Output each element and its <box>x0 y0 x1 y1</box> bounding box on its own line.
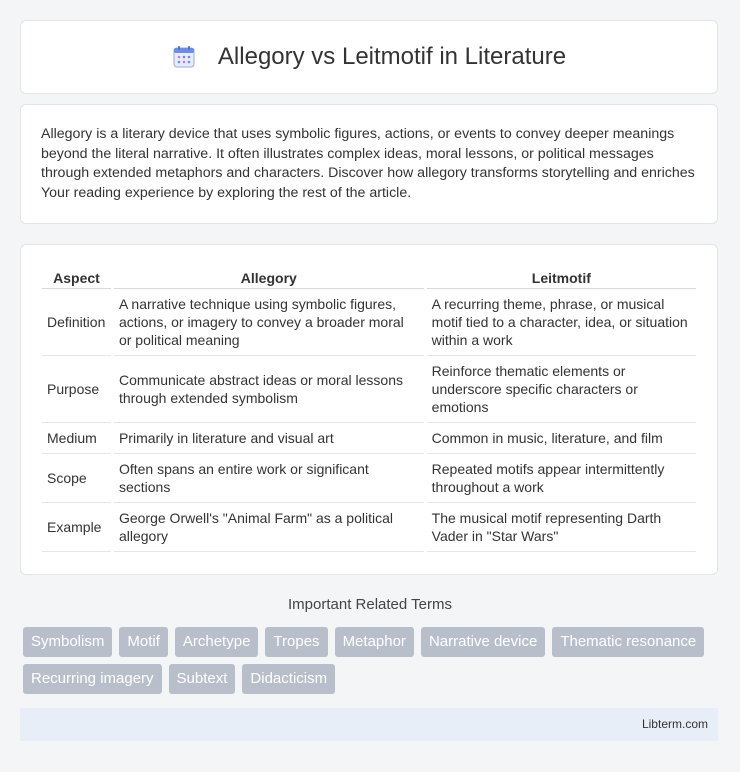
header-card <box>20 20 718 94</box>
table-row <box>42 356 696 423</box>
table-header-row <box>42 265 696 289</box>
comparison-table <box>39 265 699 552</box>
row-aspect: Purpose <box>42 356 111 423</box>
table-row <box>42 423 696 454</box>
header-leitmotif: Leitmotif <box>427 265 696 289</box>
term-tag[interactable]: Narrative device <box>421 627 545 657</box>
row-leitmotif: The musical motif representing Darth Vader in "Star Wars" <box>427 503 696 552</box>
term-tag[interactable]: Thematic resonance <box>552 627 704 657</box>
row-aspect: Scope <box>42 454 111 503</box>
table-row <box>42 289 696 356</box>
row-leitmotif: Common in music, literature, and film <box>427 423 696 454</box>
term-tag[interactable]: Metaphor <box>335 627 414 657</box>
term-tag[interactable]: Recurring imagery <box>23 664 162 694</box>
term-tag[interactable]: Archetype <box>175 627 259 657</box>
term-tag[interactable]: Motif <box>119 627 168 657</box>
term-tag[interactable]: Subtext <box>169 664 236 694</box>
related-terms-title: Important Related Terms <box>288 596 452 613</box>
row-allegory: A narrative technique using symbolic figures, actions, or imagery to convey a broader moral or political meaning <box>114 289 424 356</box>
intro-card <box>20 104 718 224</box>
table-row <box>42 503 696 552</box>
row-allegory: Often spans an entire work or significant sections <box>114 454 424 503</box>
page-title: Allegory vs Leitmotif in Literature <box>217 43 567 70</box>
row-aspect: Example <box>42 503 111 552</box>
row-leitmotif: A recurring theme, phrase, or musical motif tied to a character, idea, or situation within a work <box>427 289 696 356</box>
term-tag[interactable]: Didacticism <box>242 664 335 694</box>
comparison-card <box>20 244 718 575</box>
intro-text: Allegory is a literary device that uses symbolic figures, actions, or events to convey deeper meanings beyond the literal narrative. It often illustrates complex ideas, moral lessons, or political messages through extended metaphors and characters. Discover how allegory transforms storytelling and enriches Your reading experience by exploring the rest of the article. <box>41 126 695 201</box>
row-leitmotif: Reinforce thematic elements or underscore specific characters or emotions <box>427 356 696 423</box>
row-leitmotif: Repeated motifs appear intermittently throughout a work <box>427 454 696 503</box>
row-aspect: Definition <box>42 289 111 356</box>
footer-site-link[interactable]: Libterm.com <box>641 717 708 731</box>
row-allegory: Primarily in literature and visual art <box>114 423 424 454</box>
row-allegory: Communicate abstract ideas or moral lessons through extended symbolism <box>114 356 424 423</box>
header-aspect: Aspect <box>42 265 111 289</box>
header-allegory: Allegory <box>114 265 424 289</box>
calendar-icon <box>172 45 196 69</box>
row-aspect: Medium <box>42 423 111 454</box>
related-terms-list <box>23 627 723 694</box>
table-row <box>42 454 696 503</box>
row-allegory: George Orwell's "Animal Farm" as a political allegory <box>114 503 424 552</box>
footer <box>20 708 718 741</box>
term-tag[interactable]: Tropes <box>265 627 327 657</box>
term-tag[interactable]: Symbolism <box>23 627 112 657</box>
